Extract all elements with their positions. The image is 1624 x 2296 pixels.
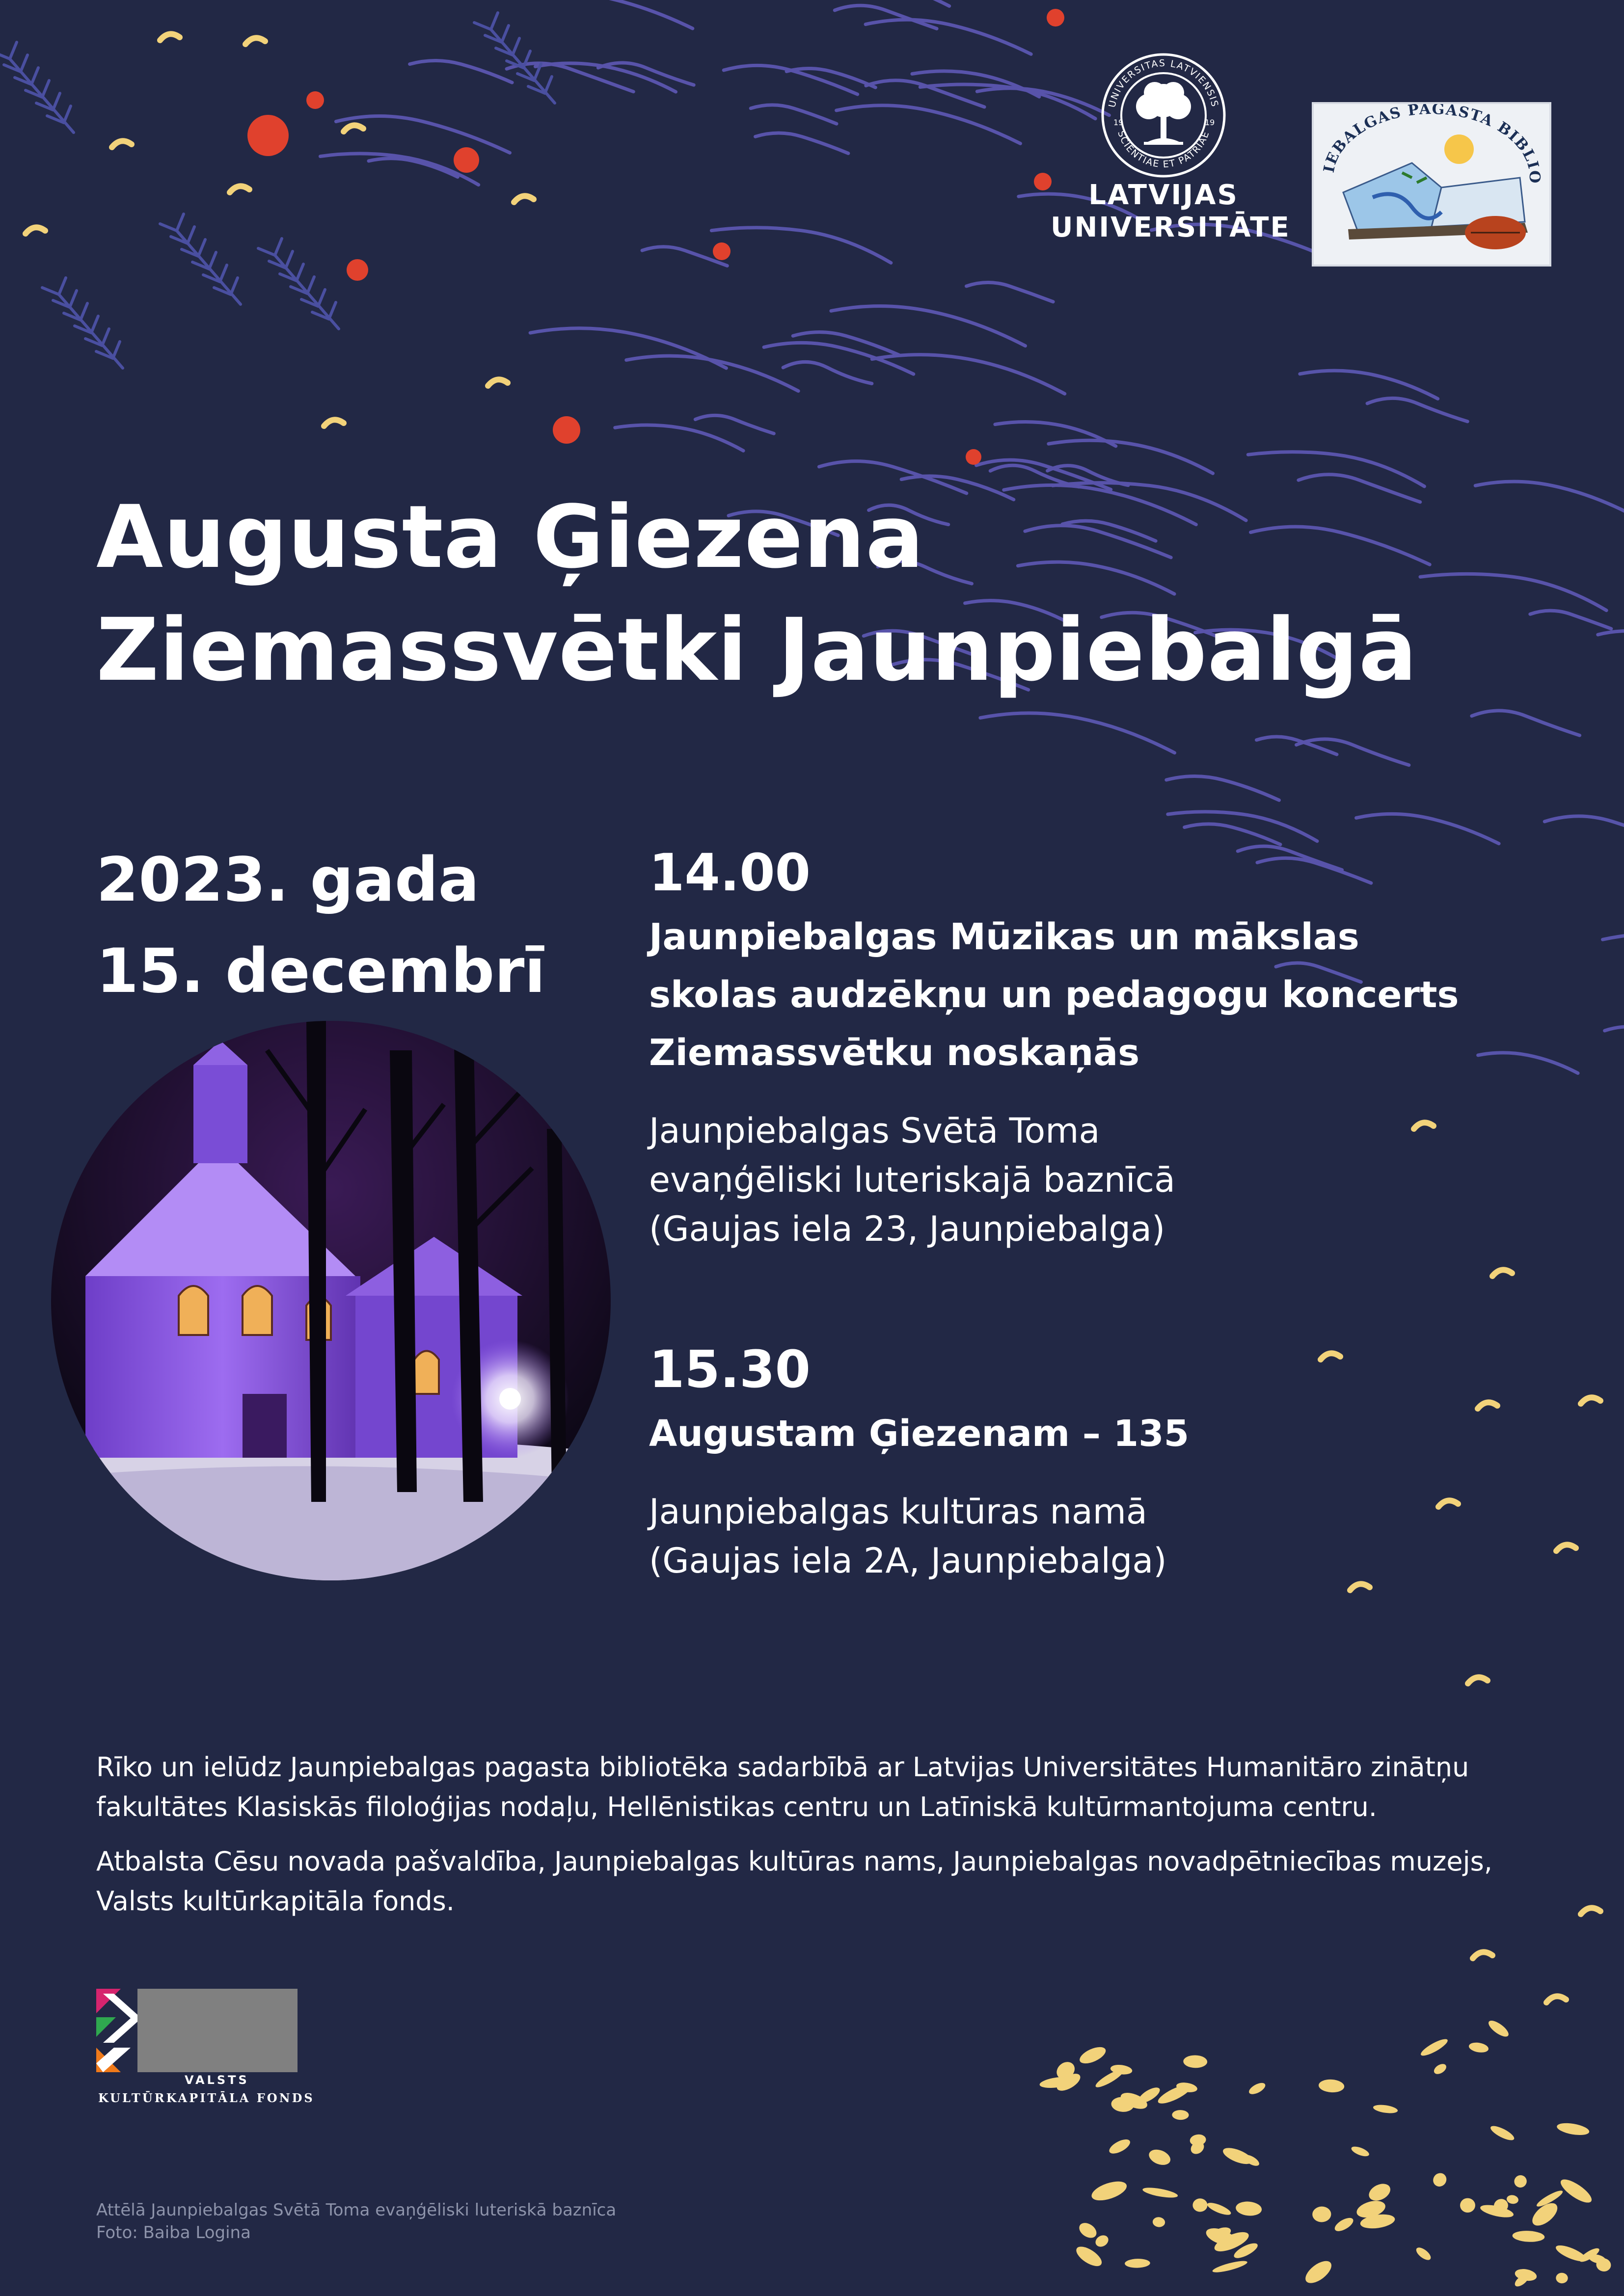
branch-needle	[31, 68, 38, 84]
confetti-petal	[1192, 2198, 1207, 2212]
wave-line	[1300, 371, 1438, 399]
wave-line	[751, 105, 837, 124]
vkkf-line1: VALSTS	[185, 2073, 249, 2087]
branch-needle	[81, 303, 87, 320]
confetti-arc	[1468, 1677, 1488, 1683]
wave-line	[1605, 1027, 1624, 1048]
confetti-petal	[1512, 2230, 1545, 2243]
wave-line	[756, 133, 848, 153]
branch-needle	[59, 278, 66, 294]
event-1	[649, 843, 1582, 1254]
event-2-place-line: (Gaujas iela 2A, Jaunpiebalga)	[649, 1541, 1167, 1581]
branch-needle	[70, 291, 77, 307]
event-2-title: Augustam Ģiezenam – 135	[649, 1413, 1190, 1455]
church-illustration	[51, 1021, 611, 1580]
library-logo-art	[1314, 104, 1549, 265]
organizers-text: Rīko un ielūdz Jaunpiebalgas pagasta bibliotēka sadarbībā ar Latvijas Universitātes Humanitāro zinātņu fakultātes Klasiskās filoloģijas nodaļu, Hellēnistikas centru un Latīniskā kultūrmantojuma centru.	[96, 1752, 1469, 1822]
wave-line	[598, 63, 694, 85]
confetti-arc	[1581, 1397, 1600, 1404]
red-berry	[1034, 173, 1052, 190]
confetti-arc	[230, 186, 249, 192]
wave-line	[1049, 440, 1213, 473]
branch-needle	[220, 265, 227, 282]
branch-needle	[209, 252, 216, 269]
branch-needle	[160, 224, 177, 231]
wave-line	[336, 116, 510, 153]
branch-needle	[286, 251, 293, 268]
wave-line	[1598, 631, 1624, 655]
wave-line	[410, 60, 512, 82]
confetti-arc	[245, 38, 265, 44]
event-1-title-line: Jaunpiebalgas Mūzikas un mākslas	[649, 916, 1359, 958]
confetti-petal	[1460, 2198, 1475, 2213]
confetti-petal	[1512, 2173, 1529, 2189]
confetti-petal	[1172, 2110, 1189, 2120]
confetti-petal	[1147, 2147, 1173, 2168]
branch-needle	[198, 240, 205, 256]
confetti-petal	[1318, 2079, 1345, 2093]
red-berry	[247, 115, 289, 156]
confetti-petal	[1431, 2170, 1449, 2189]
branch-needle	[275, 239, 282, 255]
confetti-petal	[1556, 2121, 1590, 2137]
wave-line	[695, 415, 774, 433]
event-1-place-line: Jaunpiebalgas Svētā Toma	[649, 1111, 1100, 1151]
wave-line	[1472, 711, 1580, 735]
lu-name-line2: UNIVERSITĀTE	[1051, 212, 1291, 243]
confetti-petal	[1373, 2104, 1398, 2114]
confetti-petal	[1212, 2259, 1248, 2274]
wave-line	[711, 228, 891, 263]
confetti-petal	[1156, 2082, 1193, 2107]
latvijas-universitate-logo	[1051, 52, 1291, 272]
seal-year-left: 19	[1113, 118, 1124, 127]
red-berry	[966, 449, 981, 465]
credits	[96, 1747, 1500, 1936]
confetti-petal	[1366, 2181, 1393, 2204]
wave-line	[783, 362, 872, 383]
event-1-place	[649, 1106, 1582, 1254]
branch-needle	[231, 278, 238, 294]
wave-line	[835, 5, 937, 28]
confetti-petal	[1312, 2206, 1331, 2222]
red-berry	[713, 242, 731, 260]
confetti-arc	[26, 227, 45, 234]
confetti-arc	[1473, 1952, 1492, 1958]
confetti-petal	[1302, 2257, 1335, 2287]
red-berries	[247, 9, 1064, 465]
wave-line	[866, 20, 1031, 54]
wave-line	[1356, 814, 1499, 843]
confetti-petal	[1073, 2243, 1105, 2270]
branch-needle	[42, 80, 49, 97]
confetti-petal	[1486, 2018, 1511, 2039]
wave-line	[1166, 776, 1279, 800]
caption-line1: Attēlā Jaunpiebalgas Svētā Toma evaņģēliski luteriskā baznīca	[96, 2200, 617, 2220]
branch-sprig	[160, 214, 241, 304]
confetti-arc	[488, 379, 508, 386]
confetti-petal	[1183, 2055, 1207, 2068]
title-line-1: Augusta Ģiezena	[96, 487, 924, 587]
confetti-arc	[1546, 1996, 1566, 2002]
branch-needle	[307, 277, 314, 294]
confetti-arc	[1492, 1270, 1512, 1276]
confetti-petal	[1419, 2036, 1449, 2058]
confetti-arc	[160, 34, 180, 40]
branch-sprig	[42, 278, 123, 368]
title-line-2: Ziemassvētki Jaunpiebalgā	[96, 600, 1418, 700]
vkkf-grey-panel	[137, 1989, 298, 2072]
confetti-petal	[1489, 2123, 1516, 2143]
wave-line	[1185, 824, 1280, 845]
date-line-2: 15. decembrī	[96, 936, 545, 1007]
branch-needle	[318, 290, 325, 306]
wave-line	[1544, 816, 1624, 846]
wave-line	[1367, 398, 1467, 421]
wave-line	[1297, 739, 1409, 765]
branch-needle	[502, 26, 509, 42]
red-berry	[1047, 9, 1064, 27]
wave-line	[1603, 934, 1624, 975]
confetti-petal	[1077, 2044, 1108, 2067]
event-1-place-line: (Gaujas iela 23, Jaunpiebalga)	[649, 1209, 1165, 1249]
red-berry	[306, 91, 324, 109]
branch-needle	[258, 248, 275, 255]
event-2-time: 15.30	[649, 1339, 811, 1399]
confetti-petal	[1077, 2220, 1099, 2241]
wave-line	[764, 343, 914, 374]
confetti-petal	[1556, 2272, 1569, 2284]
event-1-title-line: Ziemassvētku noskaņās	[649, 1032, 1140, 1074]
date-line-1: 2023. gada	[96, 845, 480, 915]
confetti-petal	[1107, 2136, 1132, 2156]
seal-bottom-text: SCIENTIAE ET PATRIAE	[1115, 129, 1212, 170]
branch-needle	[513, 38, 519, 55]
vkkf-logo	[96, 1989, 315, 2111]
confetti-arc	[324, 420, 344, 426]
branch-needle	[64, 106, 71, 123]
branch-needle	[329, 302, 336, 319]
branch-needle	[42, 288, 59, 294]
supporters-text: Atbalsta Cēsu novada pašvaldība, Jaunpiebalgas kultūras nams, Jaunpiebalgas novadpētniecības muzejs, Valsts kultūrkapitāla fonds.	[96, 1846, 1492, 1917]
confetti-arc	[514, 196, 534, 202]
confetti-petal	[1089, 2178, 1129, 2204]
red-berry	[347, 259, 368, 281]
event-1-time: 14.00	[649, 843, 811, 903]
confetti-petal	[1468, 2041, 1489, 2054]
university-seal-icon	[1100, 52, 1227, 179]
event-1-title-line: skolas audzēkņu un pedagogu koncerts	[649, 974, 1459, 1016]
confetti-petal	[1206, 2200, 1232, 2217]
vkkf-line2: KULTŪRKAPITĀLA FONDS	[98, 2091, 315, 2105]
confetti-petal	[1093, 2233, 1110, 2249]
wave-line	[872, 355, 1064, 394]
branch-needle	[113, 342, 120, 358]
event-2-place	[649, 1487, 1582, 1585]
wave-line	[966, 283, 1053, 302]
confetti-petal	[1414, 2245, 1433, 2263]
event-2-place-line: Jaunpiebalgas kultūras namā	[649, 1492, 1147, 1532]
branch-sprig	[258, 239, 339, 329]
wave-line	[837, 106, 1021, 144]
wave-line	[524, 0, 693, 28]
red-berry	[454, 147, 479, 173]
event-date	[96, 834, 636, 1017]
oak-tree-icon	[1136, 82, 1191, 145]
branch-needle	[297, 264, 303, 281]
branch-needle	[188, 227, 194, 243]
caption-line2: Foto: Baiba Logina	[96, 2223, 251, 2243]
branch-needle	[474, 23, 491, 29]
confetti-petal	[1350, 2144, 1370, 2158]
branch-needle	[10, 42, 17, 59]
confetti-petal	[1333, 2215, 1355, 2234]
wave-line	[615, 425, 743, 451]
confetti-petal	[1554, 2242, 1588, 2264]
library-logo	[1312, 102, 1551, 267]
photo-caption	[96, 2199, 980, 2244]
seal-year-right: 19	[1205, 118, 1215, 127]
branch-needle	[177, 214, 184, 231]
wave-line	[530, 328, 726, 368]
branch-needle	[91, 316, 98, 333]
branch-sprig	[0, 42, 74, 133]
branch-needle	[491, 13, 498, 29]
confetti-petal	[1506, 2194, 1519, 2205]
confetti-petal	[1125, 2259, 1150, 2269]
branch-needle	[102, 329, 109, 346]
event-1-place-line: evaņģēliski luteriskajā baznīcā	[649, 1160, 1175, 1200]
wave-line	[535, 63, 676, 92]
wave-line	[980, 713, 1175, 753]
branch-needle	[53, 93, 60, 110]
confetti-petal	[1152, 2216, 1165, 2228]
branch-needle	[21, 55, 27, 72]
event-2	[649, 1340, 1582, 1585]
confetti-petal	[1247, 2081, 1267, 2096]
church-photo	[51, 1021, 611, 1580]
event-1-title	[649, 908, 1582, 1082]
seal-top-text: UNIVERSITAS LATVIENSIS	[1107, 57, 1220, 109]
confetti-petal	[1235, 2200, 1262, 2216]
lu-name-line1: LATVIJAS	[1088, 179, 1239, 211]
confetti-petal	[1557, 2175, 1595, 2207]
red-berry	[554, 419, 575, 441]
library-name-text: IEBALGAS PAGASTA BIBLIO	[1320, 104, 1543, 185]
confetti-arc	[344, 125, 363, 132]
branch-sprig	[474, 13, 555, 103]
confetti-petal	[1189, 2134, 1207, 2147]
confetti-arc	[112, 141, 132, 147]
confetti-petal	[1142, 2186, 1178, 2199]
confetti-petal	[1432, 2062, 1448, 2076]
branch-needle	[0, 52, 10, 59]
confetti-arc	[1581, 1908, 1600, 1914]
vkkf-chevron-icon	[96, 1989, 140, 2072]
branch-needle	[545, 77, 552, 93]
poster-title	[96, 481, 1569, 707]
